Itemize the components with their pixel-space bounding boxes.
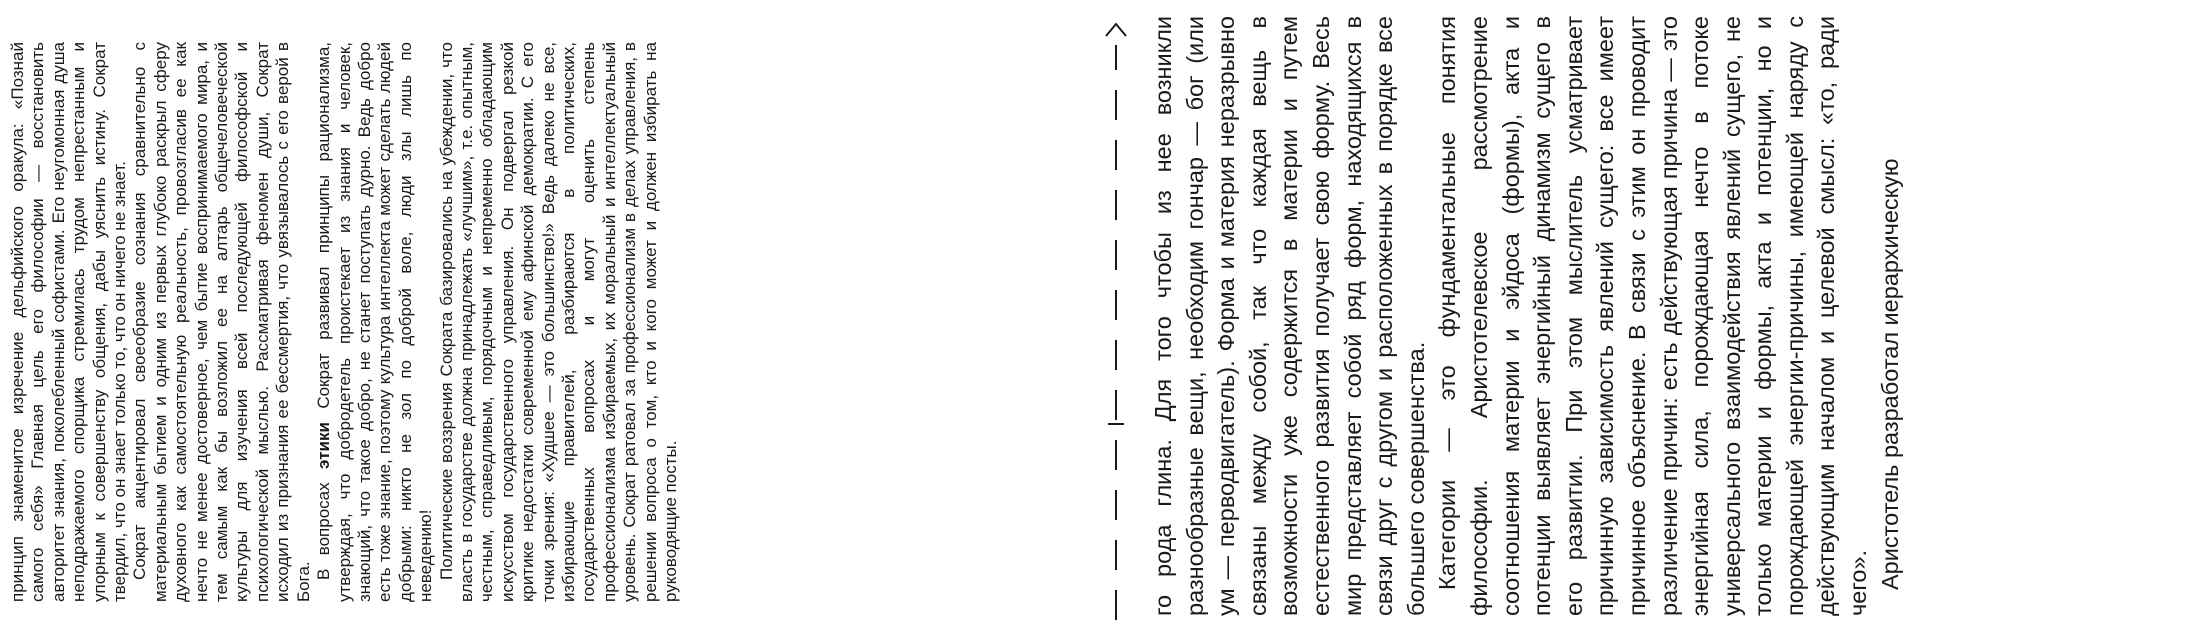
bold-term-ethics: этики <box>314 422 334 469</box>
paragraph-categories: Категории — это фундаментальные понятия философии. Аристотелевское рассмотрение соотношения материи и эйдоса (формы), акта и потенции выявляет энергийный динамизм сущего в его развитии. При этом мыслитель усматривает причинную зависимость явлений сущего: все имеет причинное объяснение. В связи с этим он проводит различение причин: есть действующая причина — это энергийная сила, порождающая нечто в потоке универсального взаимодействия явлений сущего, не только материи и формы, акта и потенции, но и порождающей энергии-причины, имеющей наряду с действующим началом и целевой смысл: «то, ради чего». <box>1434 16 1872 616</box>
paragraph-hierarchy: Аристотель разработал иерархическую <box>1876 158 1903 590</box>
text-run: Сократ развивал принципы рационализма, утверждая, что добродетель проистекает из знания и человек, знающий, что такое добро, не станет поступать дурно. Ведь добро есть тоже знание, поэтому культура интеллекта может сделать людей добрыми: никто не зол по доброй воле, люди злы лишь по неведению! <box>314 42 436 602</box>
left-page-text <box>8 42 1076 602</box>
paragraph-ethics <box>314 42 436 602</box>
text-run: Главная цель его философии — восстановить авторитет знания, поколебленный софистами. Его неугомонная душа неподражаемого спорщика стремилась трудом непрестанным и упорным к совершенству общения, дабы уяснить истину. Сократ твердил, что он знает только то, что он ничего не знает. <box>28 42 130 602</box>
paragraph-form-matter: го рода глина. Для того чтобы из нее возникли разнообразные вещи, необходим гончар — бог (или ум — перводвигатель). Форма и материя неразрывно связаны между собой, так что каждая вещь в возможности уже содержится в материи и путем естественного развития получает свою форму. Весь мир представляет собой ряд форм, находящихся в связи друг с другом и расположенных в порядке все большего совершенства. <box>1150 16 1429 616</box>
paragraph-politics: Политические воззрения Сократа базировались на убеждении, что власть в государстве должна принадлежать «лучшим», т.е. опытным, честным, справедливым, порядочным и непременно обладающим искусством государственного управления. Он подвергал резкой критике недостатки современной ему афинской демократии. С его точки зрения: «Худшее — это большинство!» Ведь далеко не все, избирающие правителей, разбираются в политических, государственных вопросах и могут оценить степень профессионализма избираемых, их моральный и интеллектуальный уровень. Сократ ратовал за профессионализм в делах управления, в решении вопроса о том, кто и кого может и должен избирать на руководящие посты. <box>436 42 680 602</box>
page-divider-line <box>1098 20 1134 620</box>
paragraph-socrates-motto <box>8 42 130 602</box>
right-page-text <box>1148 16 2188 616</box>
paragraph-consciousness: Сократ акцентировал своеобразие сознания сравнительно с материальным бытием и одним из первых глубоко раскрыл сферу духовного как самостоятельную реальность, провозгласив ее как нечто не менее достоверное, чем бытие воспринимаемого мира, и тем самым как бы возложил ее на алтарь общечеловеческой культуры для изучения всей последующей философской и психологической мыслью. Рассматривая феномен души, Сократ исходил из признания ее бессмертия, что увязывалось с его верой в Бога. <box>130 42 313 602</box>
text-run: принцип знаменитое изречение дельфийского оракула: «Познай самого себя» <box>8 42 48 602</box>
text-run: В вопросах <box>314 468 334 580</box>
